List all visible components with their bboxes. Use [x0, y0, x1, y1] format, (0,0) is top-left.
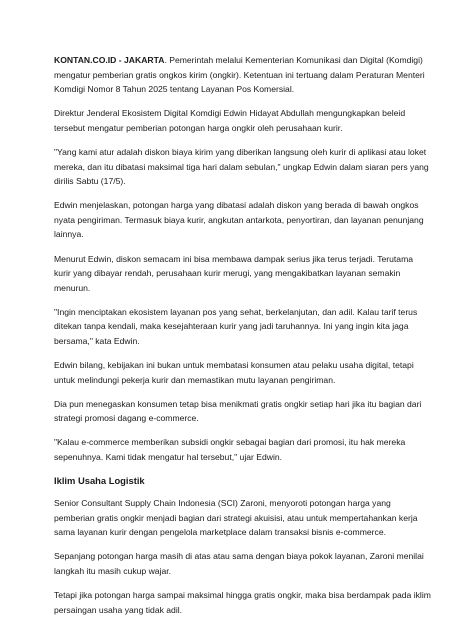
- paragraph-intro-text: . Pemerintah melalui Kementerian Komunikasi dan Digital (Komdigi) mengatur pemberian gratis ongkos kirim (ongkir). Ketentuan ini tertuang dalam Peraturan Menteri Komdigi Nomor 8 Tahun 2025 tentang Layanan Pos Komersial.: [54, 55, 425, 95]
- section-heading: Iklim Usaha Logistik: [54, 475, 145, 487]
- article-body: [54, 53, 432, 627]
- paragraph: Edwin menjelaskan, potongan harga yang dibatasi adalah diskon yang berada di bawah ongkos nyata pengiriman. Termasuk biaya kurir, angkutan antarkota, penyortiran, dan layanan penunjang lainnya.: [54, 200, 424, 240]
- paragraph-quote: "Ingin menciptakan ekosistem layanan pos yang sehat, berkelanjutan, dan adil. Kalau tarif terus ditekan tanpa kendali, maka kesejahteraan kurir yang jadi taruhannya. Ini yang ingin kita jaga bersama," kata Edwin.: [54, 306, 418, 346]
- paragraph: Edwin bilang, kebijakan ini bukan untuk membatasi konsumen atau pelaku usaha digital, tetapi untuk melindungi pekerja kurir dan memastikan mutu layanan pengiriman.: [54, 360, 414, 385]
- paragraph: Sepanjang potongan harga masih di atas atau sama dengan biaya pokok layanan, Zaroni menilai langkah itu masih cukup wajar.: [54, 551, 424, 577]
- paragraph: Senior Consultant Supply Chain Indonesia (SCI) Zaroni, menyoroti potongan harga yang pemberian gratis ongkir menjadi bagian dari strategi akuisisi, atau untuk mempertahankan kerja sama layanan kurir dengan pengelola marketplace dalam transaksi bisnis e-commerce.: [54, 498, 418, 538]
- paragraph: Direktur Jenderal Ekosistem Digital Komdigi Edwin Hidayat Abdullah mengungkapkan beleid tersebut mengatur pemberian potongan harga ongkir oleh perusahaan kurir.: [54, 108, 406, 133]
- paragraph: Dia pun menegaskan konsumen tetap bisa menikmati gratis ongkir setiap hari jika itu bagian dari strategi promosi dagang e-commerce.: [54, 398, 422, 424]
- paragraph: Menurut Edwin, diskon semacam ini bisa membawa dampak serius jika terus terjadi. Terutama kurir yang dibayar rendah, perusahaan kurir merugi, yang mengakibatkan layanan semakin menurun.: [54, 253, 414, 293]
- paragraph: Tetapi jika potongan harga sampai maksimal hingga gratis ongkir, maka bisa berdampak pada iklim persaingan usaha yang tidak adil.: [54, 590, 431, 615]
- paragraph-intro: [54, 53, 432, 97]
- paragraph-quote: "Kalau e-commerce memberikan subsidi ongkir sebagai bagian dari promosi, itu hak mereka sepenuhnya. Kami tidak mengatur hal tersebut," ujar Edwin.: [54, 437, 406, 463]
- paragraph-quote: "Yang kami atur adalah diskon biaya kirim yang diberikan langsung oleh kurir di aplikasi atau loket mereka, dan itu dibatasi maksimal tiga hari dalam sebulan," ungkap Edwin dalam siaran pers yang dirilis Sabtu (17/5).: [54, 146, 429, 187]
- dateline: KONTAN.CO.ID - JAKARTA: [54, 55, 165, 65]
